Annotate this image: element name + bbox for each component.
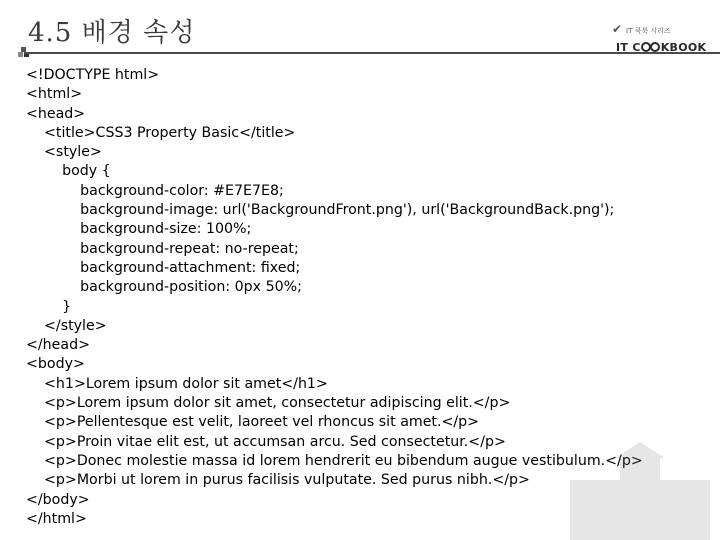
building-watermark: [560, 440, 720, 540]
code-line: background-attachment: fixed;: [26, 259, 301, 276]
logo-subtitle: IT 쿡북 시리즈: [626, 27, 671, 35]
code-line: <body>: [26, 356, 85, 373]
code-line: <title>CSS3 Property Basic</title>: [26, 124, 296, 141]
code-line: <p>Proin vitae elit est, ut accumsan arcu. Sed consectetur.</p>: [26, 433, 506, 450]
code-listing: [26, 66, 643, 529]
code-line: </body>: [26, 491, 90, 508]
code-line: background-position: 0px 50%;: [26, 279, 302, 296]
logo-text-suffix: KBOOK: [660, 41, 707, 54]
code-line: <!DOCTYPE html>: [26, 67, 160, 83]
code-line: background-color: #E7E7E8;: [26, 182, 284, 199]
code-line: <p>Lorem ipsum dolor sit amet, consectetur adipiscing elit.</p>: [26, 395, 511, 412]
slide-title: 4.5 배경 속성: [28, 18, 196, 48]
code-line: body {: [26, 163, 111, 180]
code-line: <p>Pellentesque est velit, laoreet vel rhoncus sit amet.</p>: [26, 414, 480, 431]
code-line: <p>Morbi ut lorem in purus facilisis vulputate. Sed purus nibh.</p>: [26, 472, 530, 489]
code-line: <p>Donec molestie massa id lorem hendrerit eu bibendum augue vestibulum.</p>: [26, 452, 643, 469]
code-line: <html>: [26, 86, 83, 103]
logo-text-prefix: IT C: [616, 41, 641, 54]
checkmark-icon: ✔: [612, 22, 623, 36]
code-line: </style>: [26, 317, 107, 334]
code-line: <style>: [26, 144, 102, 161]
code-line: background-size: 100%;: [26, 221, 252, 238]
logo-wordmark: [616, 41, 706, 54]
code-line: <h1>Lorem ipsum dolor sit amet</h1>: [26, 375, 328, 392]
publisher-logo: [612, 22, 708, 62]
cookbook-spoon-icon: [641, 42, 661, 52]
code-line: </head>: [26, 337, 90, 354]
code-line: <head>: [26, 105, 86, 122]
code-line: }: [26, 298, 72, 315]
code-line: background-image: url('BackgroundFront.png'), url('BackgroundBack.png');: [26, 202, 615, 219]
code-line: background-repeat: no-repeat;: [26, 240, 299, 257]
code-line: </html>: [26, 510, 87, 527]
